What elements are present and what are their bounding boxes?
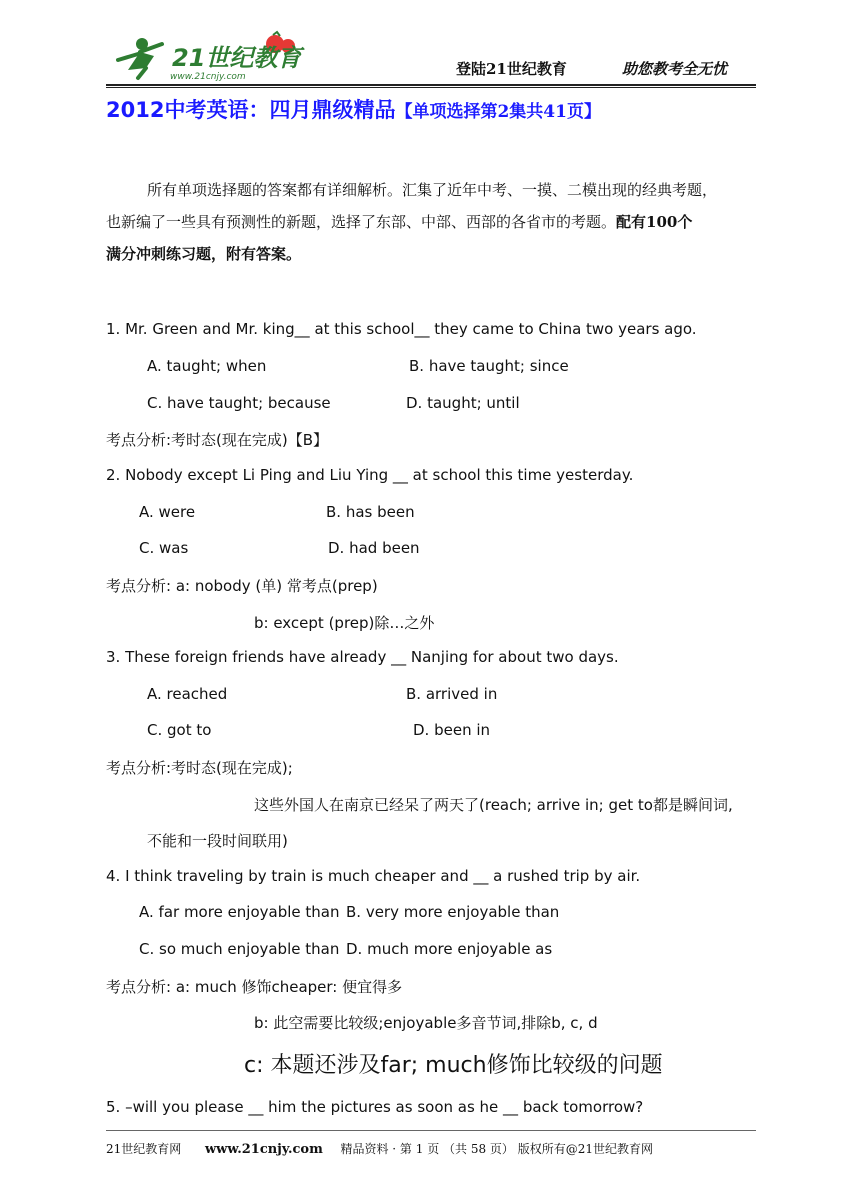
- site-logo[interactable]: [110, 30, 310, 82]
- question-4-option-c: C. so much enjoyable than: [139, 940, 340, 958]
- question-1-stem: 1. Mr. Green and Mr. king__ at this school__ they came to China two years ago.: [106, 320, 697, 338]
- question-2-analysis: 考点分析: a: nobody (单) 常考点(prep): [106, 577, 378, 595]
- question-4-stem: 4. I think traveling by train is much cheaper and __ a rushed trip by air.: [106, 867, 641, 885]
- question-4-option-d: D. much more enjoyable as: [346, 940, 553, 958]
- question-2-option-c: C. was: [139, 539, 189, 557]
- question-4-option-b: B. very more enjoyable than: [346, 903, 560, 921]
- question-4-option-a: A. far more enjoyable than: [139, 903, 340, 921]
- question-4-analysis: 考点分析: a: much 修饰cheaper: 便宜得多: [106, 978, 403, 996]
- intro-line-2-text: 也新编了一些具有预测性的新题，选择了东部、中部、西部的各省市的考题。: [106, 213, 617, 231]
- question-1-analysis: 考点分析:考时态(现在完成)【B】: [106, 431, 329, 449]
- footer-url[interactable]: www.21cnjy.com: [204, 1142, 323, 1157]
- logo-url: www.21cnjy.com: [170, 72, 246, 82]
- question-4-analysis-c: c: 本题还涉及far; much修饰比较级的问题: [244, 1053, 663, 1078]
- question-4-analysis-b: b: 此空需要比较级;enjoyable多音节词,排除b, c, d: [254, 1014, 598, 1032]
- footer: [106, 1140, 653, 1157]
- logo-text: 21世纪教育: [172, 44, 302, 72]
- header-slogan-right: 助您教考全无忧: [622, 60, 728, 78]
- intro-line-2-bold: 配有100个: [616, 213, 693, 231]
- header-slogan-left: 登陆21世纪教育: [456, 60, 567, 78]
- question-1-option-c: C. have taught; because: [147, 394, 331, 412]
- title-bracket: 【单项选择第2集共41页】: [395, 102, 601, 122]
- footer-divider: [106, 1130, 756, 1131]
- footer-text: 精品资料 · 第 1 页 （共 58 页） 版权所有@21世纪教育网: [340, 1142, 653, 1156]
- question-2-option-a: A. were: [139, 503, 196, 521]
- question-3-analysis-c: 不能和一段时间联用): [147, 832, 288, 850]
- question-1-option-d: D. taught; until: [406, 394, 520, 412]
- question-2-option-b: B. has been: [326, 503, 415, 521]
- intro-line-1: 所有单项选择题的答案都有详细解析。汇集了近年中考、一摸、二模出现的经典考题，: [147, 181, 718, 199]
- question-5-stem: 5. –will you please __ him the pictures as soon as he __ back tomorrow?: [106, 1098, 644, 1116]
- question-3-analysis-b: 这些外国人在南京已经呆了两天了(reach; arrive in; get to都是瞬间词,: [254, 796, 733, 814]
- intro-line-3: 满分冲刺练习题，附有答案。: [106, 245, 302, 263]
- header-divider: [106, 84, 756, 88]
- question-3-analysis: 考点分析:考时态(现在完成);: [106, 759, 293, 777]
- question-2-option-d: D. had been: [328, 539, 420, 557]
- question-3-option-c: C. got to: [147, 721, 212, 739]
- question-2-stem: 2. Nobody except Li Ping and Liu Ying __ at school this time yesterday.: [106, 466, 634, 484]
- intro-line-2: [106, 211, 692, 232]
- question-3-stem: 3. These foreign friends have already __ Nanjing for about two days.: [106, 648, 619, 666]
- question-1-option-b: B. have taught; since: [409, 357, 569, 375]
- title-main: 2012中考英语：四月鼎级精品: [106, 98, 396, 122]
- question-2-analysis-b: b: except (prep)除…之外: [254, 614, 435, 632]
- question-3-option-d: D. been in: [413, 721, 491, 739]
- question-3-option-b: B. arrived in: [406, 685, 498, 703]
- question-3-option-a: A. reached: [147, 685, 228, 703]
- logo-graphic: [110, 30, 310, 82]
- question-1-option-a: A. taught; when: [147, 357, 267, 375]
- footer-site: 21世纪教育网: [106, 1142, 182, 1156]
- page-title: [106, 94, 601, 124]
